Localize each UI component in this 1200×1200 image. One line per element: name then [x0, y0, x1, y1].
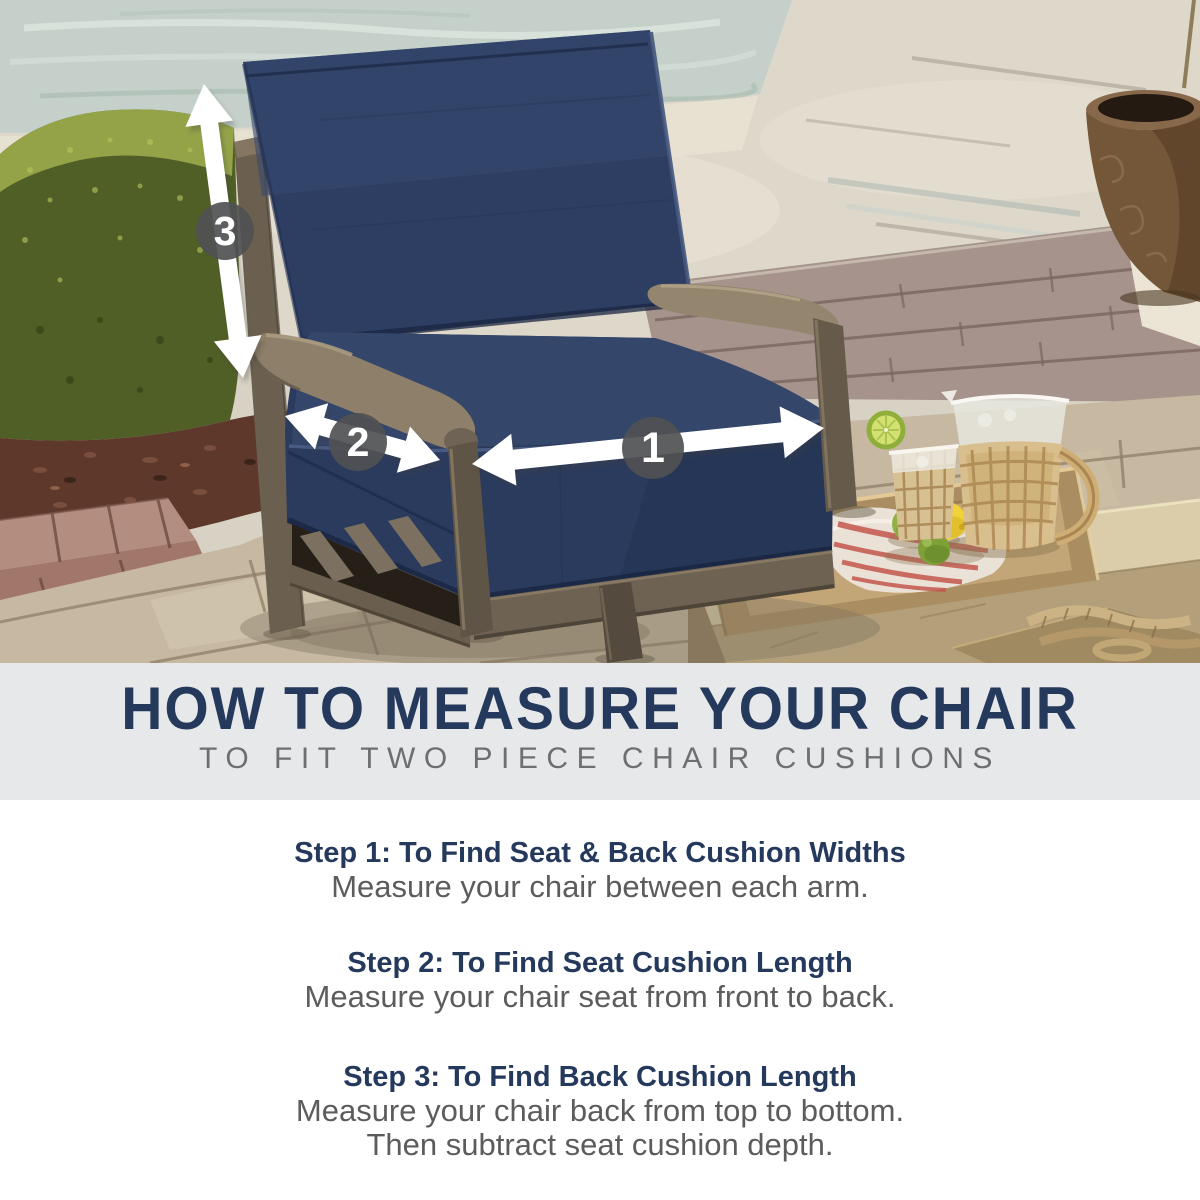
hedge	[0, 109, 240, 440]
step-1-text: Measure your chair between each arm.	[331, 869, 869, 904]
measurement-badge-3: 3	[196, 202, 254, 260]
step-3	[0, 1060, 1200, 1162]
measurement-badge-2: 2	[329, 413, 387, 471]
step-3-heading: Step 3: To Find Back Cushion Length	[343, 1061, 857, 1093]
measurement-badge-1: 1	[622, 417, 684, 479]
step-2-heading: Step 2: To Find Seat Cushion Length	[347, 947, 853, 979]
lime-wheel	[869, 413, 903, 447]
title-band	[0, 663, 1200, 800]
step-1	[0, 836, 1200, 904]
step-2-text: Measure your chair seat from front to back.	[304, 979, 896, 1014]
step-3-text-line-2: Then subtract seat cushion depth.	[366, 1127, 834, 1162]
page-title: HOW TO MEASURE YOUR CHAIR	[121, 675, 1079, 742]
step-2	[0, 946, 1200, 1014]
page-subtitle: TO FIT TWO PIECE CHAIR CUSHIONS	[199, 742, 1001, 775]
instructions	[0, 820, 1200, 1162]
step-3-text-line-1: Measure your chair back from top to bottom.	[295, 1093, 905, 1128]
back-cushion	[243, 30, 692, 344]
step-1-heading: Step 1: To Find Seat & Back Cushion Widths	[294, 837, 906, 869]
